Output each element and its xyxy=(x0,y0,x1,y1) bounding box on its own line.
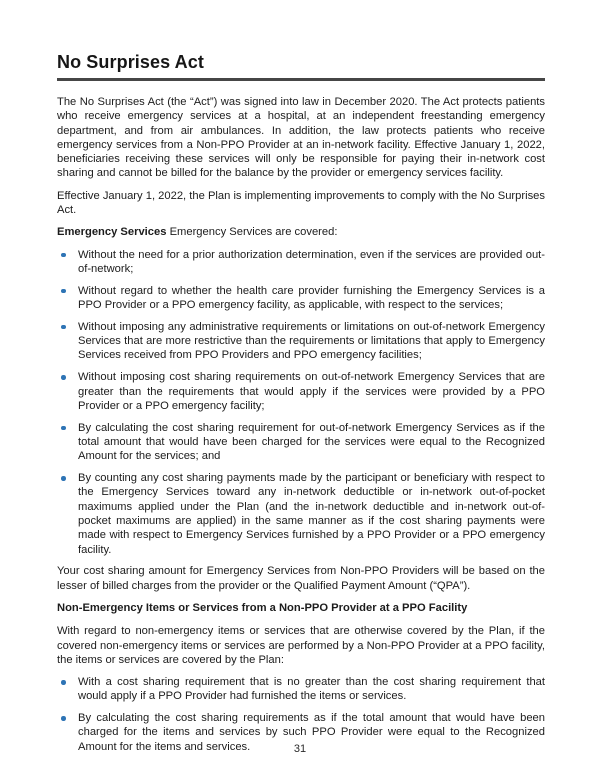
paragraph-non-emergency-intro: With regard to non-emergency items or services that are otherwise covered by the Plan, if the covered non-emergency items or services are performed by a Non-PPO Provider at a PPO facility, the items or services are covered by the Plan: xyxy=(57,625,545,666)
bullet-item xyxy=(57,421,545,464)
title-rule xyxy=(57,78,545,81)
bullet-text: Without imposing any administrative requirements or limitations on out-of-network Emergency Services that are more restrictive than the requirements or limitations that apply to Emergency Services received from PPO Providers and PPO emergency facilities; xyxy=(78,320,545,362)
bullet-icon xyxy=(61,716,66,721)
paragraph-qpa: Your cost sharing amount for Emergency Services from Non-PPO Providers will be based on the lesser of billed charges from the provider or the Qualified Payment Amount (“QPA”). xyxy=(57,565,545,592)
bullet-text: Without regard to whether the health care provider furnishing the Emergency Services is a PPO Provider or a PPO emergency facility, as applicable, with respect to the services; xyxy=(78,284,545,312)
bullet-icon xyxy=(61,680,66,685)
bullet-item xyxy=(57,284,545,313)
bullet-icon xyxy=(61,289,66,294)
bullet-text: Without the need for a prior authorization determination, even if the services are provided out-of-network; xyxy=(78,248,545,275)
bullet-text: By counting any cost sharing payments made by the participant or beneficiary with respect to the Emergency Services toward any in-network deductible or in-network out-of-pocket maximums applied under the Plan (and the in-network deductible and in-network out-of-pocket maximums are applied) in the same manner as if the cost sharing payments were made with respect to Emergency Services furnished by a PPO Provider or a PPO emergency facility. xyxy=(78,472,545,556)
bullet-item xyxy=(57,320,545,363)
bullet-text: With a cost sharing requirement that is no greater than the cost sharing requirement that would apply if a PPO Provider had furnished the items or services. xyxy=(78,676,545,703)
non-emergency-heading: Non-Emergency Items or Services from a Non-PPO Provider at a PPO Facility xyxy=(57,601,468,614)
bullet-item xyxy=(57,248,545,277)
bullet-icon xyxy=(61,476,66,481)
bullet-icon xyxy=(61,375,66,380)
bullet-item xyxy=(57,471,545,557)
paragraph-effective-date: Effective January 1, 2022, the Plan is implementing improvements to comply with the No Surprises Act. xyxy=(57,189,545,217)
page-title: No Surprises Act xyxy=(57,52,204,72)
bullet-icon xyxy=(61,253,66,258)
page-number: 31 xyxy=(293,743,307,755)
bullet-icon xyxy=(61,325,66,330)
bullet-icon xyxy=(61,426,66,431)
paragraph-emergency-services-lead xyxy=(57,225,545,239)
bullet-text: By calculating the cost sharing requirements as if the total amount that would have been charged for the items and services by such PPO Provider were equal to the Recognized Amount for the items and services. xyxy=(78,712,545,753)
bullet-text: Without imposing cost sharing requirements on out-of-network Emergency Services that are greater than the requirements that would apply if the services were provided by a PPO Provider or a PPO emergency facility; xyxy=(78,371,545,412)
bullet-item xyxy=(57,675,545,704)
emergency-services-label: Emergency Services xyxy=(57,226,167,239)
emergency-services-bullet-list xyxy=(57,248,545,557)
paragraph-act-intro: The No Surprises Act (the “Act”) was signed into law in December 2020. The Act protects patients who receive emergency services at a hospital, at an independent freestanding emergency department, and from air ambulances. In addition, the law protects patients who receive emergency services from a Non-PPO Provider at an in-network facility. Effective January 1, 2022, beneficiaries receiving these services will only be responsible for paying their in-network cost sharing and cannot be billed for the balance by the provider or emergency services facility. xyxy=(57,96,545,180)
bullet-text: By calculating the cost sharing requirement for out-of-network Emergency Services as if the total amount that would have been charged for the services were equal to the Recognized Amount for the services; and xyxy=(78,421,545,463)
bullet-item xyxy=(57,370,545,413)
emergency-services-lead-text: Emergency Services are covered: xyxy=(166,226,338,239)
